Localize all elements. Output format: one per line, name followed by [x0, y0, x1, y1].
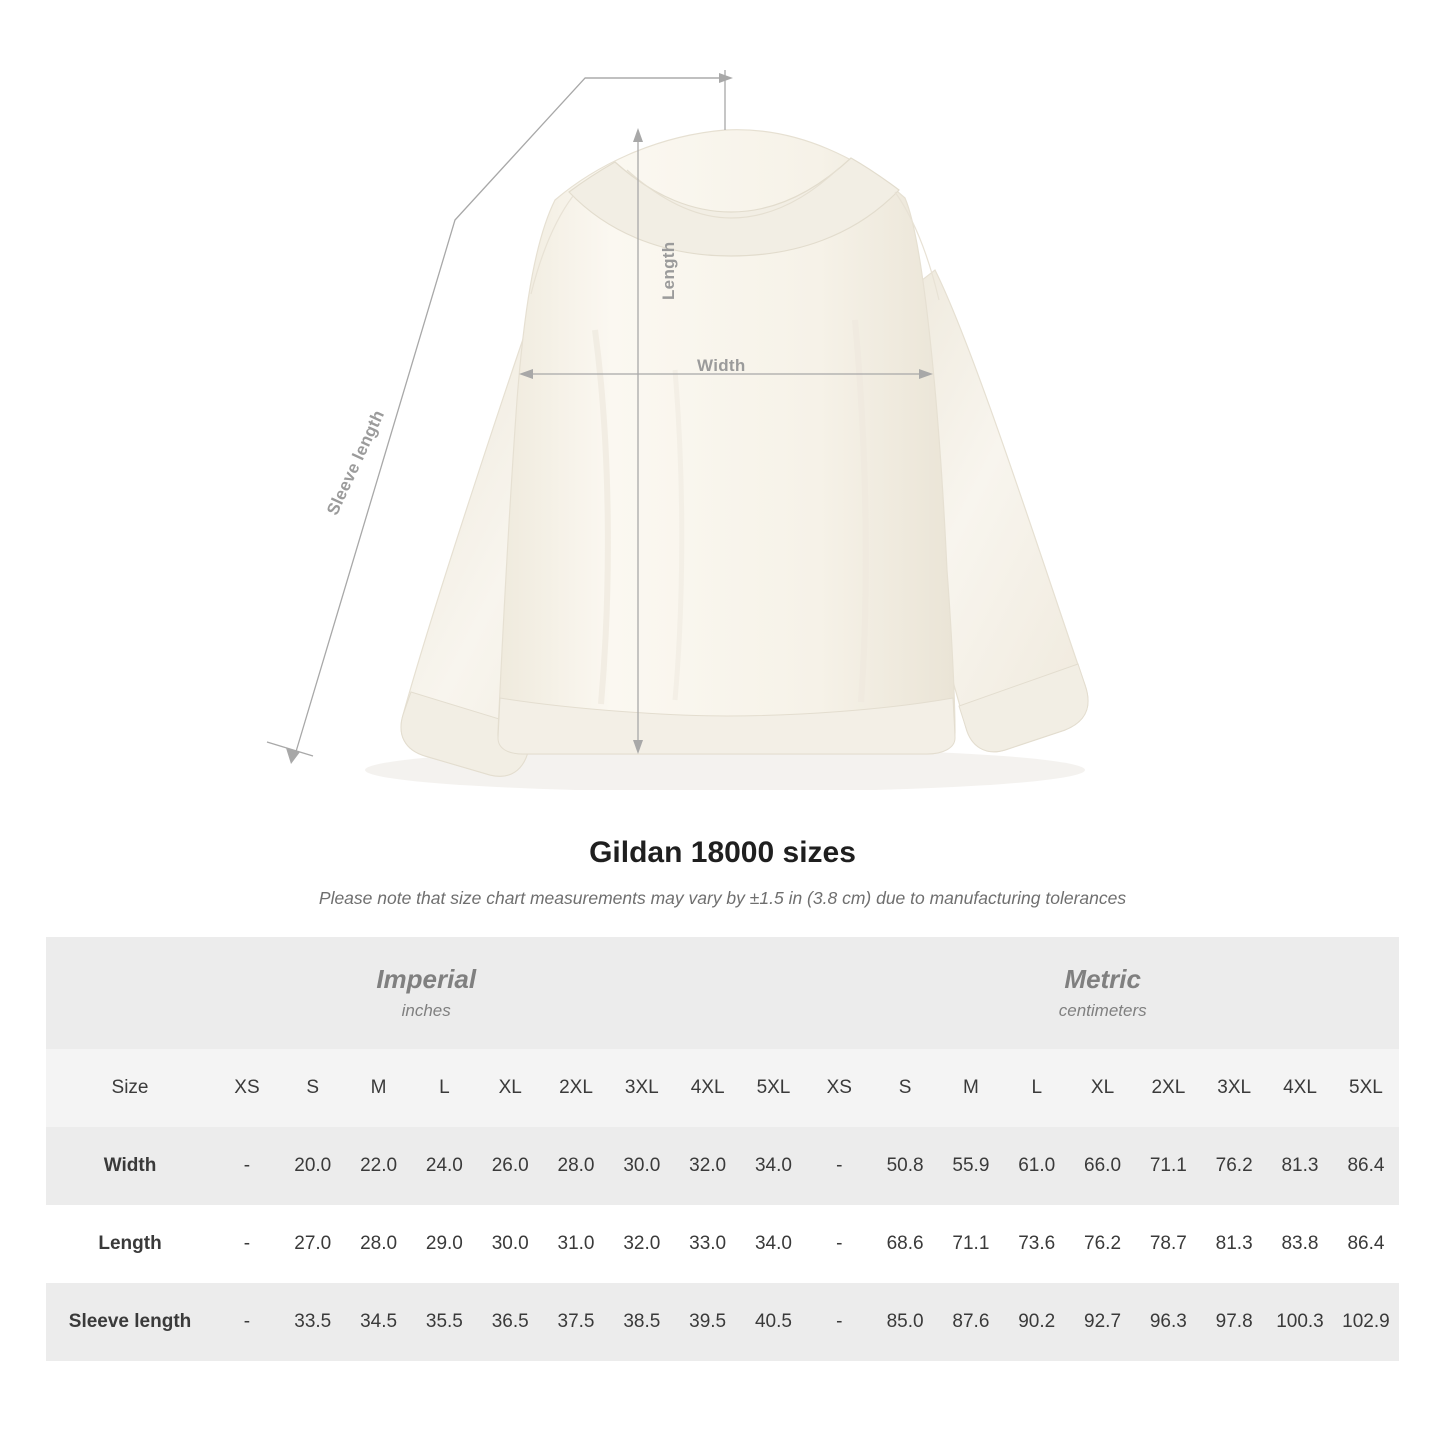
header-metric-m: M: [938, 1049, 1004, 1127]
unit-imperial-sub: inches: [401, 1001, 451, 1021]
cell-sleeve-imperial-m: 34.5: [346, 1283, 412, 1361]
cell-width-metric-m: 55.9: [938, 1127, 1004, 1205]
cell-length-imperial-s: 27.0: [280, 1205, 346, 1283]
size-chart-table: [46, 937, 1399, 1361]
cell-width-metric-l: 61.0: [1004, 1127, 1070, 1205]
header-imperial-xl: XL: [477, 1049, 543, 1127]
cell-width-imperial-2xl: 28.0: [543, 1127, 609, 1205]
cell-width-imperial-s: 20.0: [280, 1127, 346, 1205]
cell-length-metric-2xl: 78.7: [1135, 1205, 1201, 1283]
cell-sleeve-imperial-xs: -: [214, 1283, 280, 1361]
unit-header-row: [46, 937, 1399, 1049]
cell-length-imperial-m: 28.0: [346, 1205, 412, 1283]
label-length: Length: [659, 241, 678, 300]
sweatshirt-diagram: [255, 70, 1195, 790]
cell-width-imperial-5xl: 34.0: [741, 1127, 807, 1205]
header-metric-5xl: 5XL: [1333, 1049, 1399, 1127]
header-metric-2xl: 2XL: [1135, 1049, 1201, 1127]
header-metric-l: L: [1004, 1049, 1070, 1127]
cell-sleeve-imperial-xl: 36.5: [477, 1283, 543, 1361]
cell-width-imperial-xs: -: [214, 1127, 280, 1205]
header-metric-xs: XS: [806, 1049, 872, 1127]
cell-length-imperial-2xl: 31.0: [543, 1205, 609, 1283]
cell-length-imperial-4xl: 33.0: [675, 1205, 741, 1283]
cell-length-metric-xl: 76.2: [1070, 1205, 1136, 1283]
header-imperial-4xl: 4XL: [675, 1049, 741, 1127]
tolerance-note: Please note that size chart measurements may vary by ±1.5 in (3.8 cm) due to manufacturing tolerances: [318, 888, 1127, 908]
cell-length-metric-3xl: 81.3: [1201, 1205, 1267, 1283]
cell-width-metric-xs: -: [806, 1127, 872, 1205]
cell-length-metric-s: 68.6: [872, 1205, 938, 1283]
cell-sleeve-metric-2xl: 96.3: [1135, 1283, 1201, 1361]
cell-length-imperial-3xl: 32.0: [609, 1205, 675, 1283]
page-title: Gildan 18000 sizes: [589, 836, 856, 869]
header-metric-s: S: [872, 1049, 938, 1127]
cell-sleeve-metric-4xl: 100.3: [1267, 1283, 1333, 1361]
header-imperial-s: S: [280, 1049, 346, 1127]
unit-metric: [806, 937, 1399, 1049]
header-metric-3xl: 3XL: [1201, 1049, 1267, 1127]
cell-length-imperial-xl: 30.0: [477, 1205, 543, 1283]
header-imperial-l: L: [411, 1049, 477, 1127]
header-metric-xl: XL: [1070, 1049, 1136, 1127]
cell-sleeve-metric-xl: 92.7: [1070, 1283, 1136, 1361]
cell-width-metric-s: 50.8: [872, 1127, 938, 1205]
cell-sleeve-imperial-s: 33.5: [280, 1283, 346, 1361]
cell-length-metric-4xl: 83.8: [1267, 1205, 1333, 1283]
cell-length-imperial-xs: -: [214, 1205, 280, 1283]
cell-sleeve-imperial-2xl: 37.5: [543, 1283, 609, 1361]
label-sleeve-length: Sleeve length: [323, 407, 389, 519]
unit-imperial: [46, 937, 806, 1049]
cell-length-imperial-l: 29.0: [411, 1205, 477, 1283]
header-imperial-xs: XS: [214, 1049, 280, 1127]
cell-width-imperial-xl: 26.0: [477, 1127, 543, 1205]
cell-sleeve-imperial-3xl: 38.5: [609, 1283, 675, 1361]
cell-length-metric-5xl: 86.4: [1333, 1205, 1399, 1283]
cell-length-metric-l: 73.6: [1004, 1205, 1070, 1283]
cell-sleeve-metric-m: 87.6: [938, 1283, 1004, 1361]
cell-width-imperial-3xl: 30.0: [609, 1127, 675, 1205]
row-label-sleeve-length: Sleeve length: [46, 1283, 214, 1361]
cell-sleeve-metric-xs: -: [806, 1283, 872, 1361]
table-row: [46, 1205, 1399, 1283]
cell-length-metric-xs: -: [806, 1205, 872, 1283]
cell-sleeve-metric-s: 85.0: [872, 1283, 938, 1361]
header-size: Size: [46, 1049, 214, 1127]
cell-sleeve-metric-5xl: 102.9: [1333, 1283, 1399, 1361]
cell-width-metric-xl: 66.0: [1070, 1127, 1136, 1205]
cell-width-metric-2xl: 71.1: [1135, 1127, 1201, 1205]
table-row: [46, 1283, 1399, 1361]
cell-width-imperial-l: 24.0: [411, 1127, 477, 1205]
unit-metric-sub: centimeters: [1058, 1001, 1147, 1021]
table-row: [46, 1127, 1399, 1205]
row-label-length: Length: [46, 1205, 214, 1283]
unit-imperial-name: Imperial: [376, 963, 477, 994]
cell-sleeve-imperial-5xl: 40.5: [741, 1283, 807, 1361]
header-imperial-m: M: [346, 1049, 412, 1127]
header-metric-4xl: 4XL: [1267, 1049, 1333, 1127]
label-width: Width: [697, 356, 746, 375]
size-table-wrapper: [46, 937, 1399, 1361]
header-imperial-5xl: 5XL: [741, 1049, 807, 1127]
header-imperial-3xl: 3XL: [609, 1049, 675, 1127]
cell-length-metric-m: 71.1: [938, 1205, 1004, 1283]
cell-width-metric-3xl: 76.2: [1201, 1127, 1267, 1205]
cell-width-metric-5xl: 86.4: [1333, 1127, 1399, 1205]
cell-sleeve-imperial-4xl: 39.5: [675, 1283, 741, 1361]
cell-sleeve-metric-l: 90.2: [1004, 1283, 1070, 1361]
cell-width-imperial-m: 22.0: [346, 1127, 412, 1205]
cell-sleeve-imperial-l: 35.5: [411, 1283, 477, 1361]
cell-sleeve-metric-3xl: 97.8: [1201, 1283, 1267, 1361]
row-label-width: Width: [46, 1127, 214, 1205]
table-header-row: [46, 1049, 1399, 1127]
unit-metric-name: Metric: [1064, 963, 1141, 994]
cell-width-imperial-4xl: 32.0: [675, 1127, 741, 1205]
cell-width-metric-4xl: 81.3: [1267, 1127, 1333, 1205]
header-imperial-2xl: 2XL: [543, 1049, 609, 1127]
cell-length-imperial-5xl: 34.0: [741, 1205, 807, 1283]
sweatshirt-drawing: [255, 70, 1195, 790]
title-block: [0, 836, 1445, 909]
